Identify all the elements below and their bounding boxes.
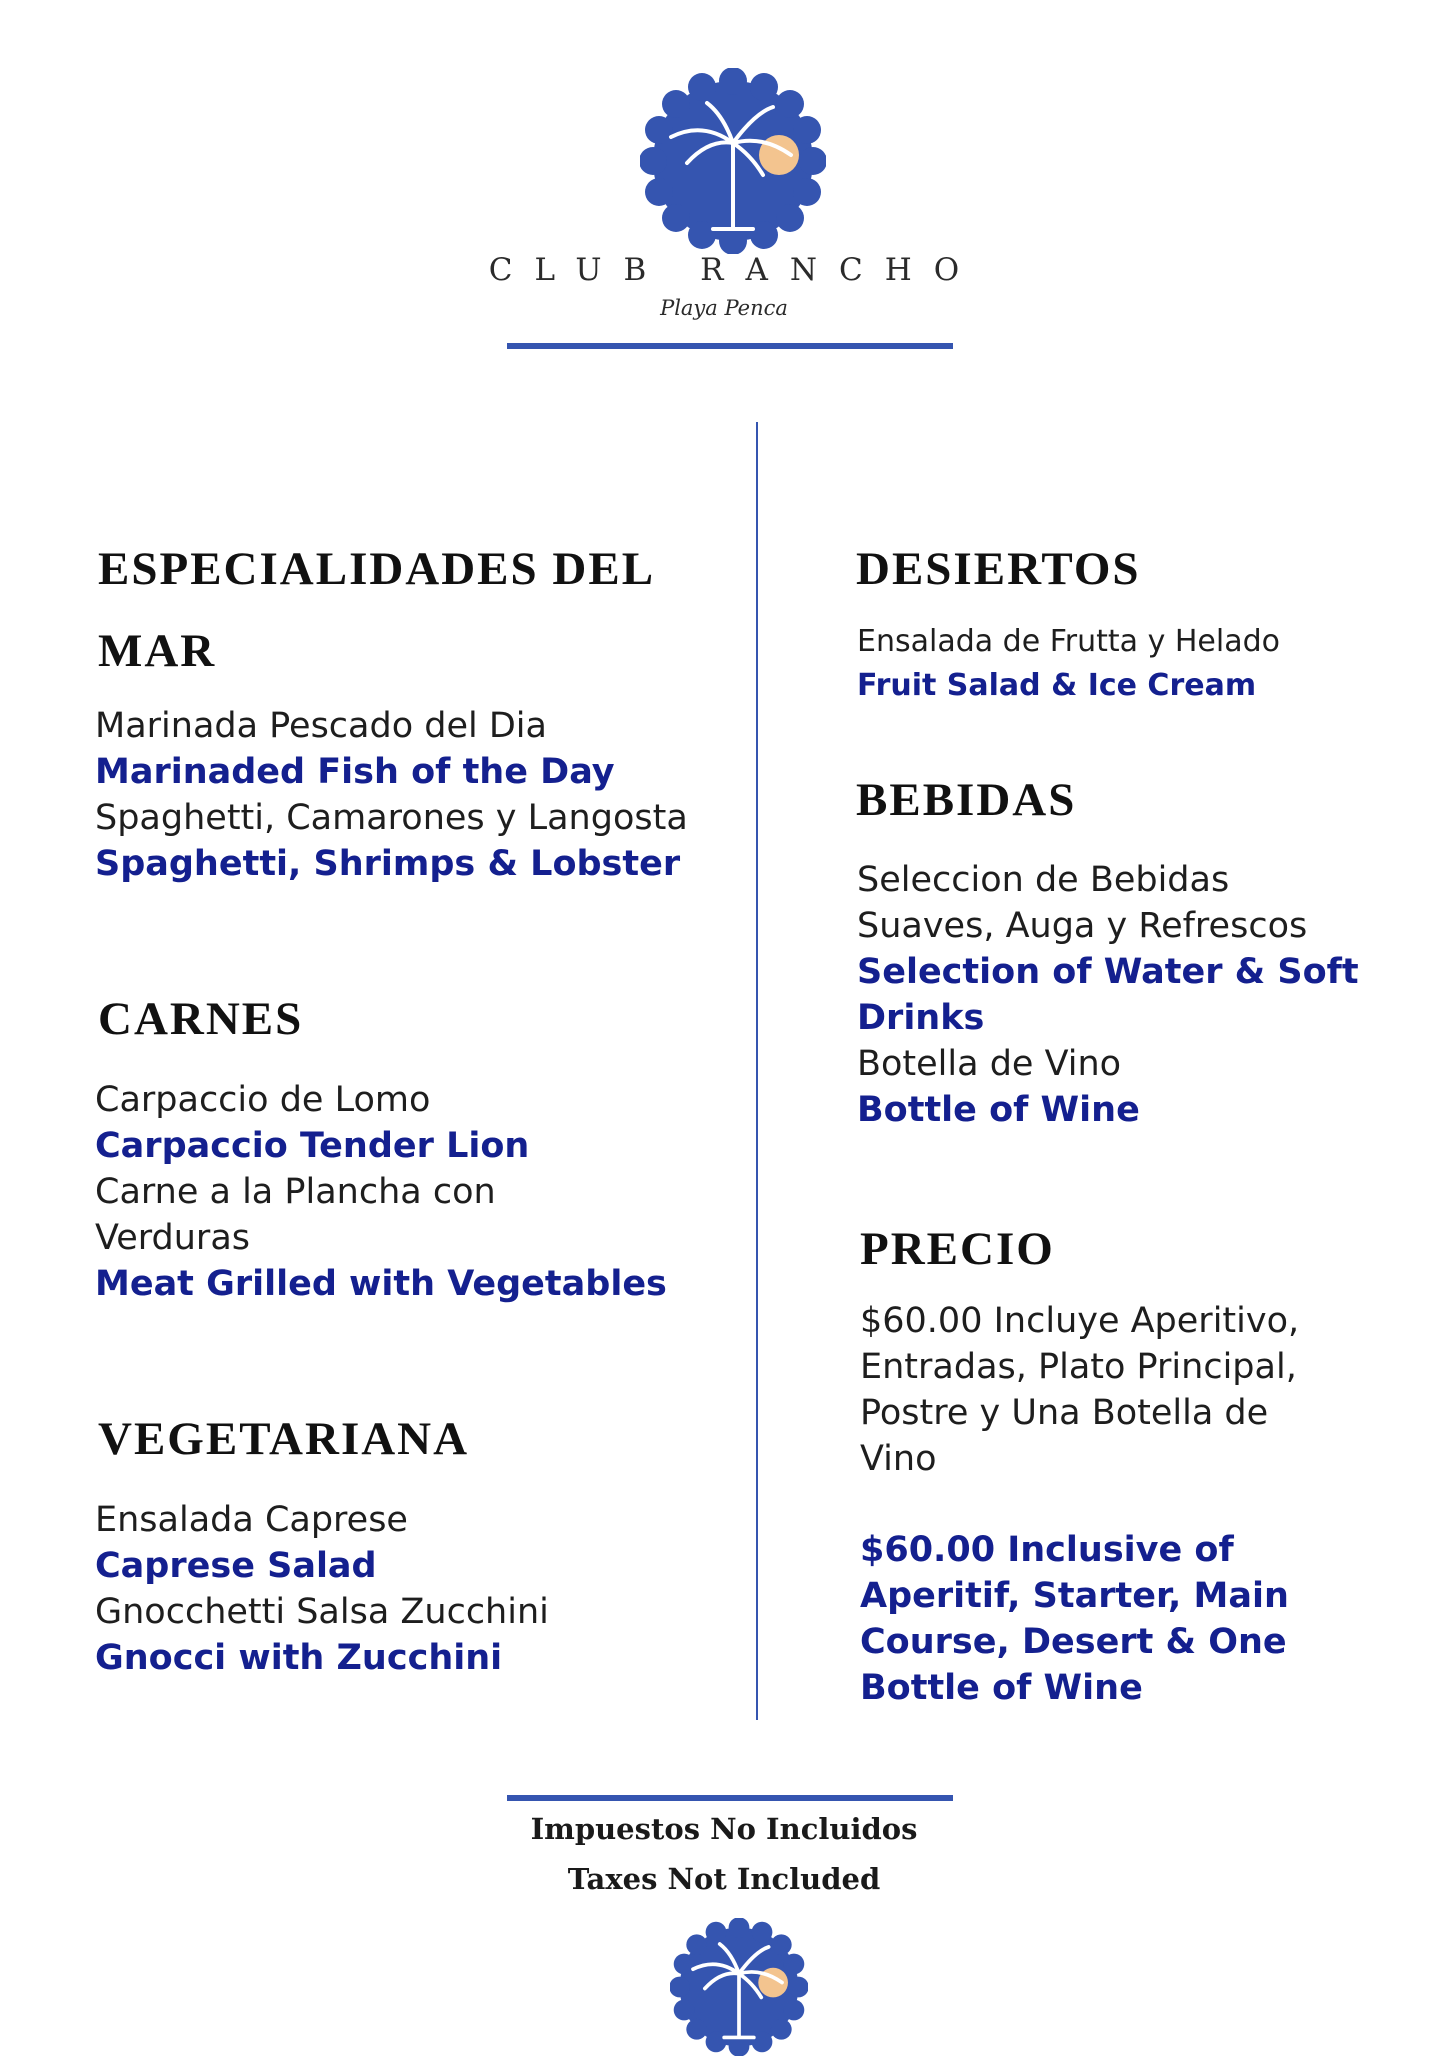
carnes-items: [95, 1077, 667, 1307]
price-en-line: Aperitif, Starter, Main: [860, 1576, 1289, 1616]
section-title: CARNES: [98, 993, 304, 1045]
section-title: MAR: [98, 625, 217, 677]
footer-es: Impuestos No Incluidos: [530, 1812, 918, 1846]
drink-es: Suaves, Auga y Refrescos: [857, 906, 1308, 946]
club-logo-small: [670, 1918, 808, 2056]
dish-es: Carne a la Plancha con: [95, 1172, 496, 1212]
vegetariana-items: [95, 1497, 549, 1681]
tagline: Playa Penca: [660, 296, 788, 320]
dish-es: Carpaccio de Lomo: [95, 1080, 431, 1120]
dish-en: Carpaccio Tender Lion: [95, 1126, 530, 1166]
price-es-line: Vino: [860, 1439, 937, 1479]
price-en-line: Bottle of Wine: [860, 1668, 1143, 1708]
dish-es: Marinada Pescado del Dia: [95, 706, 547, 746]
column-divider: [756, 422, 758, 1720]
section-vegetariana: [98, 1398, 469, 1480]
drink-en: Drinks: [857, 998, 985, 1038]
section-title: DESIERTOS: [856, 543, 1141, 595]
bottom-divider: [507, 1795, 953, 1801]
section-desiertos: [856, 528, 1141, 610]
drink-es: Seleccion de Bebidas: [857, 860, 1230, 900]
dish-en: Marinaded Fish of the Day: [95, 752, 615, 792]
dish-en: Spaghetti, Shrimps & Lobster: [95, 844, 681, 884]
price-es-line: Entradas, Plato Principal,: [860, 1347, 1297, 1387]
dish-es: Verduras: [95, 1218, 251, 1258]
dish-en: Meat Grilled with Vegetables: [95, 1264, 667, 1304]
club-logo: [640, 68, 826, 254]
section-carnes: [98, 978, 303, 1060]
price-es-line: $60.00 Incluye Aperitivo,: [860, 1301, 1300, 1341]
dish-es: Gnocchetti Salsa Zucchini: [95, 1592, 549, 1632]
dish-en: Caprese Salad: [95, 1546, 377, 1586]
dish-es: Spaghetti, Camarones y Langosta: [95, 798, 688, 838]
brand-name: CLUB RANCHO: [488, 252, 982, 288]
section-title: VEGETARIANA: [98, 1413, 470, 1465]
drink-en: Selection of Water & Soft: [857, 952, 1359, 992]
precio-en: [860, 1527, 1289, 1711]
dish-en: Fruit Salad & Ice Cream: [857, 668, 1257, 703]
dish-en: Gnocci with Zucchini: [95, 1638, 503, 1678]
section-title: BEBIDAS: [856, 774, 1077, 826]
drink-es: Botella de Vino: [857, 1044, 1122, 1084]
price-es-line: Postre y Una Botella de: [860, 1393, 1269, 1433]
section-mar: [98, 528, 655, 692]
section-bebidas: [856, 759, 1076, 841]
price-en-line: Course, Desert & One: [860, 1622, 1287, 1662]
mar-items: [95, 703, 688, 887]
desiertos-items: [857, 620, 1280, 708]
dish-es: Ensalada Caprese: [95, 1500, 408, 1540]
section-title: PRECIO: [860, 1223, 1055, 1275]
drink-en: Bottle of Wine: [857, 1090, 1140, 1130]
bebidas-items: [857, 857, 1359, 1133]
dish-es: Ensalada de Frutta y Helado: [857, 624, 1280, 659]
section-precio: [860, 1208, 1055, 1290]
section-title: ESPECIALIDADES DEL: [98, 543, 656, 595]
footer-en: Taxes Not Included: [567, 1862, 881, 1896]
price-en-line: $60.00 Inclusive of: [860, 1530, 1234, 1570]
precio-es: [860, 1298, 1299, 1482]
top-divider: [507, 343, 953, 349]
